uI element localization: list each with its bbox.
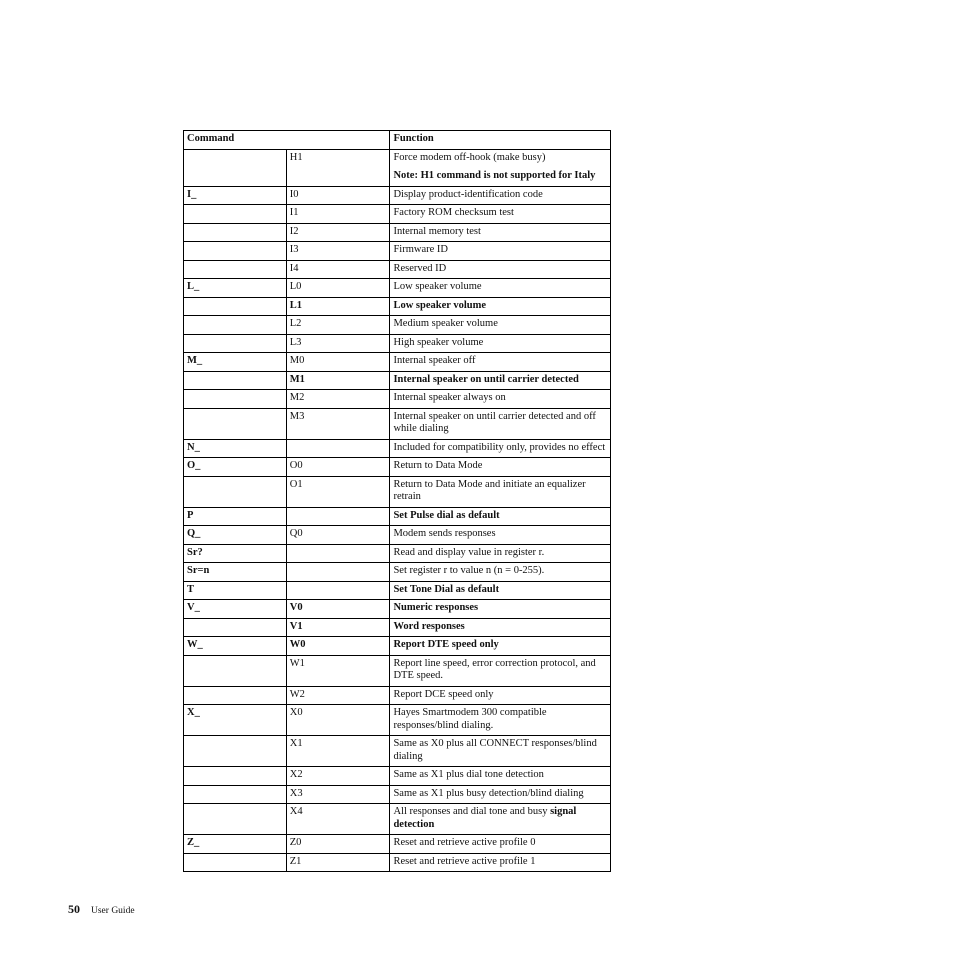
option-cell: L2 <box>286 316 390 335</box>
function-text: Return to Data Mode and initiate an equalizer retrain <box>393 478 586 502</box>
table-row <box>184 655 611 686</box>
function-cell <box>390 785 611 804</box>
table-row <box>184 353 611 372</box>
function-cell <box>390 149 611 186</box>
option-cell: M1 <box>286 371 390 390</box>
command-column-header: Command <box>184 131 390 150</box>
table-row <box>184 297 611 316</box>
function-text: Factory ROM checksum test <box>393 207 514 218</box>
command-cell <box>184 205 287 224</box>
option-cell: W0 <box>286 637 390 656</box>
option-cell: I2 <box>286 223 390 242</box>
table-row <box>184 371 611 390</box>
option-cell <box>286 563 390 582</box>
function-cell <box>390 223 611 242</box>
function-cell <box>390 279 611 298</box>
table-header-row <box>184 131 611 150</box>
table-row <box>184 439 611 458</box>
function-cell <box>390 804 611 835</box>
function-cell <box>390 526 611 545</box>
table-row <box>184 242 611 261</box>
option-cell: M3 <box>286 408 390 439</box>
command-cell <box>184 767 287 786</box>
function-text: Reset and retrieve active profile 0 <box>393 837 536 848</box>
option-cell: Z0 <box>286 835 390 854</box>
function-text: Low speaker volume <box>393 299 487 311</box>
table-row <box>184 835 611 854</box>
function-text: Modem sends responses <box>393 528 496 539</box>
command-cell: X_ <box>184 705 287 736</box>
command-cell: T <box>184 581 287 600</box>
function-text: Internal speaker on until carrier detected and off while dialing <box>393 410 596 434</box>
table-body <box>184 149 611 872</box>
table-row <box>184 507 611 526</box>
function-cell <box>390 507 611 526</box>
function-cell <box>390 260 611 279</box>
option-cell: I0 <box>286 186 390 205</box>
command-cell <box>184 408 287 439</box>
command-cell <box>184 686 287 705</box>
table-row <box>184 767 611 786</box>
option-cell: X3 <box>286 785 390 804</box>
command-cell <box>184 853 287 872</box>
option-cell: I3 <box>286 242 390 261</box>
table-row <box>184 223 611 242</box>
function-cell <box>390 637 611 656</box>
function-cell <box>390 439 611 458</box>
table-row <box>184 618 611 637</box>
function-cell <box>390 242 611 261</box>
command-cell: W_ <box>184 637 287 656</box>
function-cell <box>390 853 611 872</box>
command-cell <box>184 804 287 835</box>
function-text: Reset and retrieve active profile 1 <box>393 855 536 867</box>
table-row <box>184 785 611 804</box>
command-cell <box>184 390 287 409</box>
function-text: Report line speed, error correction protocol, and DTE speed. <box>393 657 596 681</box>
option-cell: Q0 <box>286 526 390 545</box>
table-row <box>184 526 611 545</box>
table-row <box>184 600 611 619</box>
function-cell <box>390 736 611 767</box>
function-cell <box>390 334 611 353</box>
option-cell: I1 <box>286 205 390 224</box>
option-cell: L3 <box>286 334 390 353</box>
function-text: Word responses <box>393 620 465 632</box>
function-text: Set register r to value n (n = 0-255). <box>393 565 545 576</box>
function-text: All responses and dial tone and busy <box>393 806 548 817</box>
command-cell: I_ <box>184 186 287 205</box>
option-cell: O1 <box>286 476 390 507</box>
function-text: Reserved ID <box>393 262 447 274</box>
option-cell <box>286 507 390 526</box>
function-text: Low speaker volume <box>393 281 482 292</box>
table-row <box>184 390 611 409</box>
command-cell <box>184 316 287 335</box>
command-cell <box>184 371 287 390</box>
function-cell <box>390 600 611 619</box>
table-row <box>184 736 611 767</box>
function-text: Numeric responses <box>393 602 479 613</box>
function-text: Same as X0 plus all CONNECT responses/blind dialing <box>393 738 597 762</box>
command-cell: Sr? <box>184 544 287 563</box>
table-row <box>184 149 611 186</box>
command-cell <box>184 785 287 804</box>
table-row <box>184 686 611 705</box>
function-cell <box>390 476 611 507</box>
table-row <box>184 853 611 872</box>
command-cell: O_ <box>184 458 287 477</box>
function-cell <box>390 544 611 563</box>
function-text: Read and display value in register r. <box>393 546 545 558</box>
command-cell <box>184 334 287 353</box>
option-cell: X1 <box>286 736 390 767</box>
option-cell: Z1 <box>286 853 390 872</box>
function-cell <box>390 581 611 600</box>
option-cell: W2 <box>286 686 390 705</box>
option-cell: V1 <box>286 618 390 637</box>
command-cell: Q_ <box>184 526 287 545</box>
option-cell: M0 <box>286 353 390 372</box>
command-cell <box>184 618 287 637</box>
table-row <box>184 637 611 656</box>
command-cell: M_ <box>184 353 287 372</box>
table-row <box>184 804 611 835</box>
command-cell: N_ <box>184 439 287 458</box>
option-cell <box>286 581 390 600</box>
function-text: Firmware ID <box>393 244 448 255</box>
table-row <box>184 205 611 224</box>
table-row <box>184 186 611 205</box>
function-cell <box>390 353 611 372</box>
function-cell <box>390 390 611 409</box>
function-text: Force modem off-hook (make busy) <box>393 151 546 163</box>
page-number: 50 <box>68 902 80 916</box>
function-note: Note: H1 command is not supported for Italy <box>393 170 596 181</box>
option-cell: H1 <box>286 149 390 186</box>
function-text: Same as X1 plus busy detection/blind dialing <box>393 787 584 799</box>
function-column-header: Function <box>390 131 611 150</box>
command-table <box>183 130 611 872</box>
function-cell <box>390 767 611 786</box>
option-cell: X4 <box>286 804 390 835</box>
footer-label: User Guide <box>91 906 135 916</box>
function-cell <box>390 563 611 582</box>
function-cell <box>390 835 611 854</box>
function-cell <box>390 408 611 439</box>
function-text: Hayes Smartmodem 300 compatible responses/blind dialing. <box>393 707 547 731</box>
table-row <box>184 316 611 335</box>
command-cell: V_ <box>184 600 287 619</box>
function-text: Included for compatibility only, provides no effect <box>393 441 606 453</box>
option-cell: V0 <box>286 600 390 619</box>
table-row <box>184 334 611 353</box>
function-text: Internal memory test <box>393 225 481 237</box>
command-cell <box>184 223 287 242</box>
function-text: Medium speaker volume <box>393 318 498 329</box>
table-row <box>184 544 611 563</box>
function-text: High speaker volume <box>393 336 484 348</box>
function-cell <box>390 705 611 736</box>
function-text: Set Tone Dial as default <box>393 583 500 595</box>
command-cell: L_ <box>184 279 287 298</box>
function-cell <box>390 316 611 335</box>
table-row <box>184 581 611 600</box>
command-cell <box>184 260 287 279</box>
function-text: Report DTE speed only <box>393 639 499 650</box>
function-text: Internal speaker always on <box>393 392 506 403</box>
function-text: Report DCE speed only <box>393 688 494 700</box>
function-cell <box>390 458 611 477</box>
command-cell <box>184 297 287 316</box>
option-cell: M2 <box>286 390 390 409</box>
option-cell: I4 <box>286 260 390 279</box>
command-cell <box>184 736 287 767</box>
option-cell: L1 <box>286 297 390 316</box>
function-cell <box>390 205 611 224</box>
function-text: Return to Data Mode <box>393 460 483 471</box>
function-cell <box>390 686 611 705</box>
option-cell: L0 <box>286 279 390 298</box>
command-cell <box>184 655 287 686</box>
option-cell <box>286 544 390 563</box>
function-text: Internal speaker off <box>393 355 476 366</box>
page-footer <box>68 902 135 917</box>
command-cell: Sr=n <box>184 563 287 582</box>
option-cell: O0 <box>286 458 390 477</box>
table-row <box>184 476 611 507</box>
command-cell <box>184 242 287 261</box>
table-row <box>184 458 611 477</box>
table-row <box>184 260 611 279</box>
function-text: Same as X1 plus dial tone detection <box>393 769 544 780</box>
function-text-emphasis: signal detection <box>393 806 577 830</box>
command-cell <box>184 476 287 507</box>
function-text: Set Pulse dial as default <box>393 509 500 521</box>
function-cell <box>390 186 611 205</box>
command-cell: P <box>184 507 287 526</box>
function-cell <box>390 655 611 686</box>
function-text: Display product-identification code <box>393 188 543 200</box>
function-cell <box>390 618 611 637</box>
command-cell: Z_ <box>184 835 287 854</box>
function-cell <box>390 297 611 316</box>
option-cell: X0 <box>286 705 390 736</box>
option-cell: X2 <box>286 767 390 786</box>
function-cell <box>390 371 611 390</box>
table-row <box>184 408 611 439</box>
option-cell: W1 <box>286 655 390 686</box>
table-row <box>184 279 611 298</box>
table-row <box>184 705 611 736</box>
command-cell <box>184 149 287 186</box>
function-text: Internal speaker on until carrier detected <box>393 373 579 385</box>
table-row <box>184 563 611 582</box>
option-cell <box>286 439 390 458</box>
